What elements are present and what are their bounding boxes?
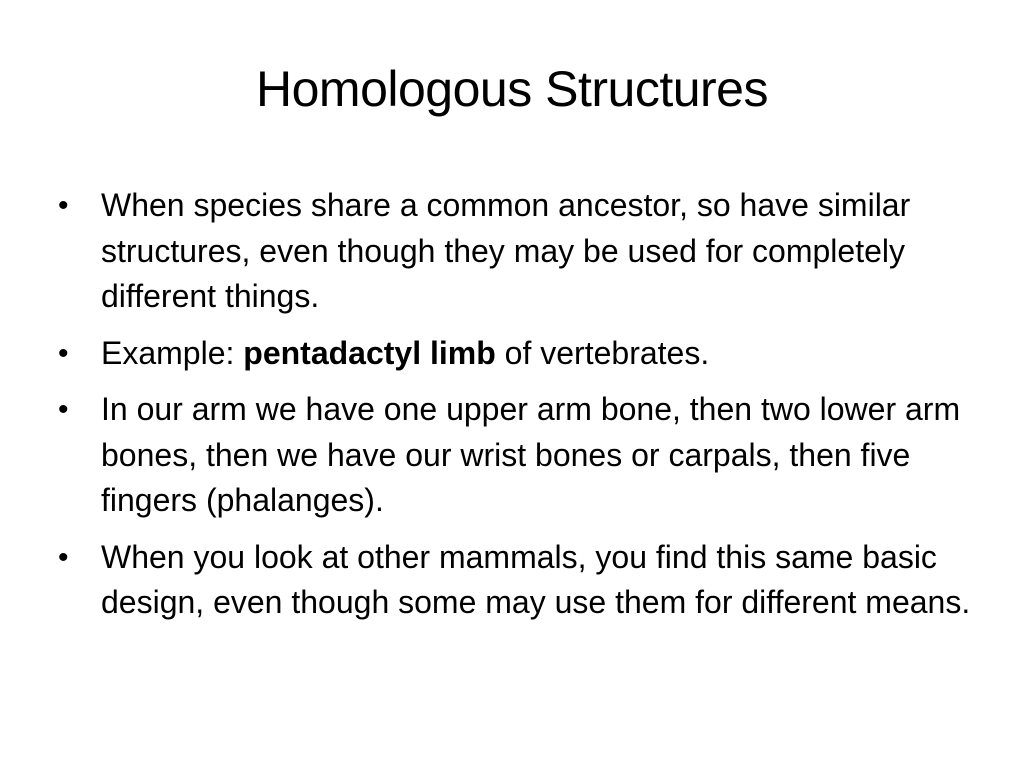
bullet-text: When species share a common ancestor, so have similar structures, even though they may be used for completely different things. xyxy=(101,187,911,314)
bullet-list xyxy=(58,183,978,637)
bullet-marker: • xyxy=(58,189,69,222)
bullet-marker: • xyxy=(58,336,69,370)
bullet-item xyxy=(58,331,978,377)
bullet-text-prefix: Example: xyxy=(101,334,244,371)
slide-title: Homologous Structures xyxy=(256,61,768,117)
bold-term: pentadactyl limb xyxy=(243,334,496,371)
bullet-marker: • xyxy=(58,540,69,574)
bullet-item xyxy=(58,387,978,524)
bullet-text: When you look at other mammals, you find this same basic design, even though some may use them for different means. xyxy=(101,538,971,620)
bullet-item xyxy=(58,535,978,626)
bullet-item xyxy=(58,183,978,320)
bullet-marker: • xyxy=(58,393,69,426)
bullet-text-suffix: of vertebrates. xyxy=(495,334,710,371)
bullet-text: In our arm we have one upper arm bone, then two lower arm bones, then we have our wrist bones or carpals, then five fingers (phalanges). xyxy=(101,391,961,518)
